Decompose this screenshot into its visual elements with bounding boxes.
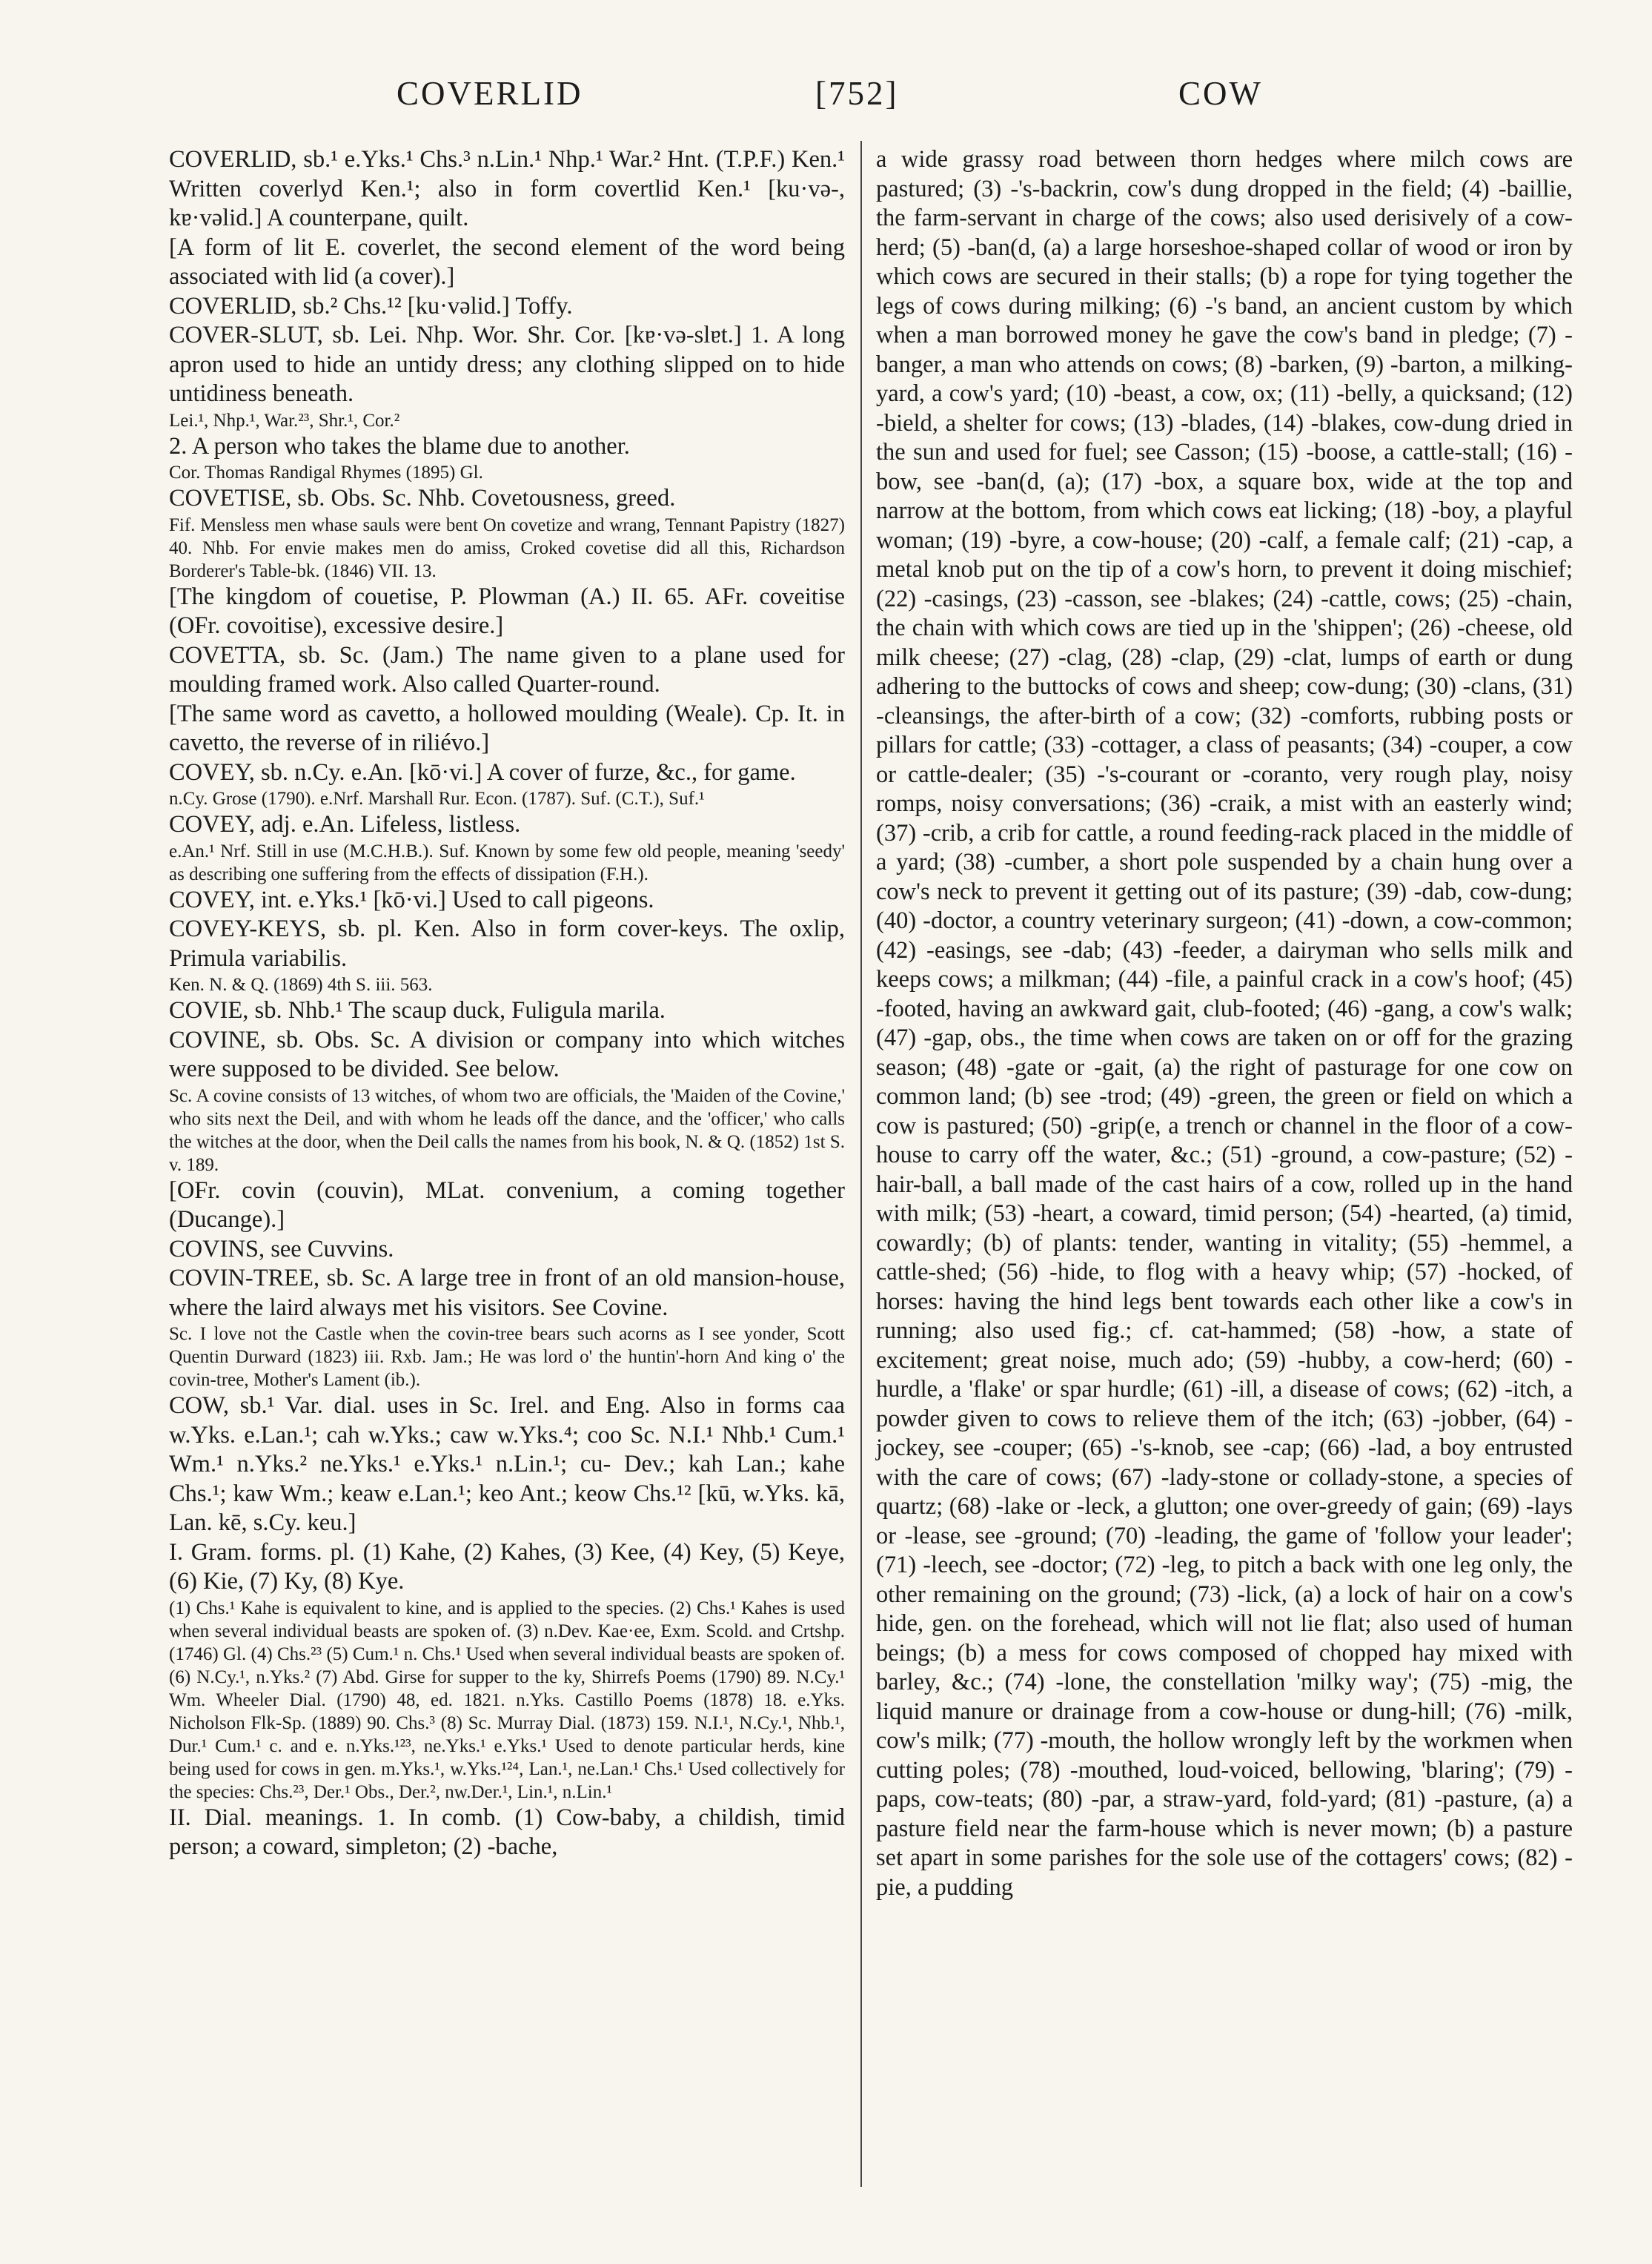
entry-covie: COVIE, sb. Nhb.¹ The scaup duck, Fuligula marila.: [169, 997, 666, 1024]
left-column: [169, 145, 845, 1862]
running-head: [163, 74, 1601, 126]
citation-covey-sb: n.Cy. Grose (1790). e.Nrf. Marshall Rur. Econ. (1787). Suf. (C.T.), Suf.¹: [169, 789, 705, 809]
etymology-coverlid: [A form of lit E. coverlet, the second element of the word being associated with lid (a cover).]: [169, 234, 845, 290]
page-number: [752]: [815, 75, 899, 112]
entry-covey-int: COVEY, int. e.Yks.¹ [kō·vi.] Used to call pigeons.: [169, 886, 654, 913]
cow-dial-meanings: II. Dial. meanings. 1. In comb. (1) Cow-baby, a childish, timid person; a coward, simpleton; (2) -bache,: [169, 1804, 845, 1860]
entry-covey-sb: COVEY, sb. n.Cy. e.An. [kō·vi.] A cover of furze, &c., for game.: [169, 758, 796, 786]
etymology-covetise: [The kingdom of couetise, P. Plowman (A.) II. 65. AFr. coveitise (OFr. covoitise), excessive desire.]: [169, 583, 845, 639]
cow-gram-forms: I. Gram. forms. pl. (1) Kahe, (2) Kahes, (3) Kee, (4) Key, (5) Keye, (6) Kie, (7) Ky, (8) Kye.: [169, 1538, 845, 1595]
entry-cover-slut: COVER-SLUT, sb. Lei. Nhp. Wor. Shr. Cor. [kɐ·və-slɐt.] 1. A long apron used to hide an untidy dress; any clothing slipped on to hide untidiness beneath.: [169, 322, 845, 407]
citation-covetise: Fif. Mensless men whase sauls were bent On covetize and wrang, Tennant Papistry (1827) 40. Nhb. For envie makes men do amiss, Croked covetise did all this, Richardson Borderer's Table-bk. (1846) VII. 13.: [169, 514, 845, 581]
citation-covey-adj: e.An.¹ Nrf. Still in use (M.C.H.B.). Suf. Known by some few old people, meaning 'seedy' as describing one suffering from the effects of dissipation (F.H.).: [169, 841, 845, 884]
entry-covin-tree: COVIN-TREE, sb. Sc. A large tree in front of an old mansion-house, where the laird always met his visitors. See Covine.: [169, 1265, 845, 1321]
etymology-covetta: [The same word as cavetto, a hollowed moulding (Weale). Cp. It. in cavetto, the reverse of in riliévo.]: [169, 700, 845, 756]
entry-covey-adj: COVEY, adj. e.An. Lifeless, listless.: [169, 811, 521, 838]
running-head-right: COW: [1178, 75, 1263, 112]
entry-covine: COVINE, sb. Obs. Sc. A division or company into which witches were supposed to be divided. See below.: [169, 1026, 845, 1082]
entry-covetise: COVETISE, sb. Obs. Sc. Nhb. Covetousness, greed.: [169, 485, 676, 512]
sense-cover-slut-2: 2. A person who takes the blame due to another.: [169, 432, 630, 460]
entry-coverlid-2: COVERLID, sb.² Chs.¹² [ku·vəlid.] Toffy.: [169, 292, 573, 320]
entry-covey-keys: COVEY-KEYS, sb. pl. Ken. Also in form cover-keys. The oxlip, Primula variabilis.: [169, 916, 845, 972]
right-column: [876, 145, 1573, 1902]
citation-covine: Sc. A covine consists of 13 witches, of whom two are officials, the 'Maiden of the Covine,' who sits next the Deil, and with whom he leads off the dance, and the 'officer,' who calls the witches at the door, when the Deil calls the names from his book, N. & Q. (1852) 1st S. v. 189.: [169, 1085, 845, 1175]
entry-covetta: COVETTA, sb. Sc. (Jam.) The name given to a plane used for moulding framed work. Also called Quarter-round.: [169, 641, 845, 698]
citation-cover-slut-2: Cor. Thomas Randigal Rhymes (1895) Gl.: [169, 463, 483, 483]
citation-cow-forms: (1) Chs.¹ Kahe is equivalent to kine, and is applied to the species. (2) Chs.¹ Kahes is used when several individual beasts are spoken of. (3) n.Dev. Kae·ee, Exm. Scold. and Crtshp. (1746) Gl. (4) Chs.²³ (5) Cum.¹ n. Chs.¹ Used when several individual beasts are spoken of. (6) N.Cy.¹, n.Yks.² (7) Abd. Girse for supper to the ky, Shirrefs Poems (1790) 89. N.Cy.¹ Wm. Wheeler Dial. (1790) 48, ed. 1821. n.Yks. Castillo Poems (1878) 18. e.Yks. Nicholson Flk-Sp. (1889) 90. Chs.³ (8) Sc. Murray Dial. (1873) 159. N.I.¹, N.Cy.¹, Nhb.¹, Dur.¹ Cum.¹ c. and e. n.Yks.¹²³, ne.Yks.¹ e.Yks.¹ Used to denote particular herds, kine being used for cows in gen. m.Yks.¹, w.Yks.¹²⁴, Lan.¹, ne.Lan.¹ Chs.¹ Used collectively for the species: Chs.²³, Der.¹ Obs., Der.², nw.Der.¹, Lin.¹, n.Lin.¹: [169, 1598, 845, 1802]
entry-cow: COW, sb.¹ Var. dial. uses in Sc. Irel. and Eng. Also in forms caa w.Yks. e.Lan.¹; cah w.Yks.; caw w.Yks.⁴; coo Sc. N.I.¹ Nhb.¹ Cum.¹ Wm.¹ n.Yks.² ne.Yks.¹ e.Yks.¹ n.Lin.¹; cu- Dev.; kah Lan.; kahe Chs.¹; kaw Wm.; keaw e.Lan.¹; keo Ant.; keow Chs.¹² [kū, w.Yks. kā, Lan. kē, s.Cy. keu.]: [169, 1392, 845, 1536]
etymology-covine: [OFr. covin (couvin), MLat. convenium, a coming together (Ducange).]: [169, 1176, 845, 1233]
column-divider: [860, 141, 862, 2187]
entry-coverlid-1: COVERLID, sb.¹ e.Yks.¹ Chs.³ n.Lin.¹ Nhp.¹ War.² Hnt. (T.P.F.) Ken.¹ Written coverlyd Ken.¹; also in form covertlid Ken.¹ [ku·və-, kɐ·vəlid.] A counterpane, quilt.: [169, 146, 845, 231]
running-head-left: COVERLID: [397, 75, 583, 112]
entry-covins: COVINS, see Cuvvins.: [169, 1235, 394, 1262]
citation-covey-keys: Ken. N. & Q. (1869) 4th S. iii. 563.: [169, 975, 433, 995]
citation-cover-slut-1: Lei.¹, Nhp.¹, War.²³, Shr.¹, Cor.²: [169, 410, 400, 431]
cow-compounds: a wide grassy road between thorn hedges where milch cows are pastured; (3) -'s-backrin, cow's dung dropped in the field; (4) -baillie, the farm-servant in charge of the cows; also used derisively of a cow-herd; (5) -ban(d, (a) a large horseshoe-shaped collar of wood or iron by which cows are secured in their stalls; (b) a rope for tying together the legs of cows during milking; (6) -'s band, an ancient custom by which when a man borrowed money he gave the cow's band in pledge; (7) -banger, a man who attends on cows; (8) -barken, (9) -barton, a milking-yard, a cow's yard; (10) -beast, a cow, ox; (11) -belly, a quicksand; (12) -bield, a shelter for cows; (13) -blades, (14) -blakes, cow-dung dried in the sun and used for fuel; see Casson; (15) -boose, a cattle-stall; (16) -bow, see -ban(d, (a); (17) -box, a square box, wide at the top and narrow at the bottom, from which cows eat licking; (18) -boy, a playful woman; (19) -byre, a cow-house; (20) -calf, a female calf; (21) -cap, a metal knob put on the tip of a cow's horn, to prevent it doing mischief; (22) -casings, (23) -casson, see -blakes; (24) -cattle, cows; (25) -chain, the chain with which cows are tied up in the 'shippen'; (26) -cheese, old milk cheese; (27) -clag, (28) -clap, (29) -clat, lumps of earth or dung adhering to the buttocks of cows and sheep; cow-dung; (30) -clans, (31) -cleansings, the after-birth of a cow; (32) -comforts, rubbing posts or pillars for cattle; (33) -cottager, a class of peasants; (34) -couper, a cow or cattle-dealer; (35) -'s-courant or -coranto, very rough play, noisy romps, noisy conversations; (36) -craik, a mist with an easterly wind; (37) -crib, a crib for cattle, a round feeding-rack placed in the middle of a yard; (38) -cumber, a short pole suspended by a chain hung over a cow's neck to prevent it getting out of its pasture; (39) -dab, cow-dung; (40) -doctor, a country veterinary surgeon; (41) -down, a cow-common; (42) -easings, see -dab; (43) -feeder, a dairyman who sells milk and keeps cows; a milkman; (44) -file, a painful crack in a cow's hoof; (45) -footed, having an awkward gait, club-footed; (46) -gang, a cow's walk; (47) -gap, obs., the time when cows are taken on or off for the grazing season; (48) -gate or -gait, (a) the right of pasturage for one cow on common land; (b) see -trod; (49) -green, the green or field on which a cow is pastured; (50) -grip(e, a trench or channel in the floor of a cow-house to carry off the water, &c.; (51) -ground, a cow-pasture; (52) -hair-ball, a ball made of the cast hairs of a cow, rolled up in the hand with milk; (53) -heart, a coward, timid person; (54) -hearted, (a) timid, cowardly; (b) of plants: tender, wanting in vitality; (55) -hemmel, a cattle-shed; (56) -hide, to flog with a heavy whip; (57) -hocked, of horses: having the hind legs bent towards each other like a cow's in running; also used fig.; cf. cat-hammed; (58) -how, a state of excitement; great noise, much ado; (59) -hubby, a cow-herd; (60) -hurdle, a 'flake' or spar hurdle; (61) -ill, a disease of cows; (62) -itch, a powder given to cows to relieve them of the itch; (63) -jobber, (64) -jockey, see -couper; (65) -'s-knob, see -cap; (66) -lad, a boy entrusted with the care of cows; (67) -lady-stone or collady-stone, a species of quartz; (68) -lake or -leck, a glutton; one over-greedy of gain; (69) -lays or -lease, see -ground; (70) -leading, the game of 'follow your leader'; (71) -leech, see -doctor; (72) -leg, to pitch a back with one leg only, the other remaining on the ground; (73) -lick, (a) a lock of hair on a cow's hide, gen. on the forehead, which will not lie flat; also used of human beings; (b) a mess for cows composed of chopped hay mixed with barley, &c.; (74) -lone, the constellation 'milky way'; (75) -mig, the liquid manure or drainage from a cow-house or dung-hill; (76) -milk, cow's milk; (77) -mouth, the hollow wrongly left by the workmen when cutting poles; (78) -mouthed, loud-voiced, bellowing, 'blaring'; (79) -paps, cow-teats; (80) -par, a straw-yard, fold-yard; (81) -pasture, (a) a pasture field near the farm-house which is never mown; (b) a pasture set apart in some parishes for the sole use of the cottagers' cows; (82) -pie, a pudding: [876, 146, 1573, 1901]
citation-covin-tree: Sc. I love not the Castle when the covin-tree bears such acorns as I see yonder, Scott Quentin Durward (1823) iii. Rxb. Jam.; He was lord o' the huntin'-horn And king o' the covin-tree, Mother's Lament (ib.).: [169, 1324, 845, 1390]
